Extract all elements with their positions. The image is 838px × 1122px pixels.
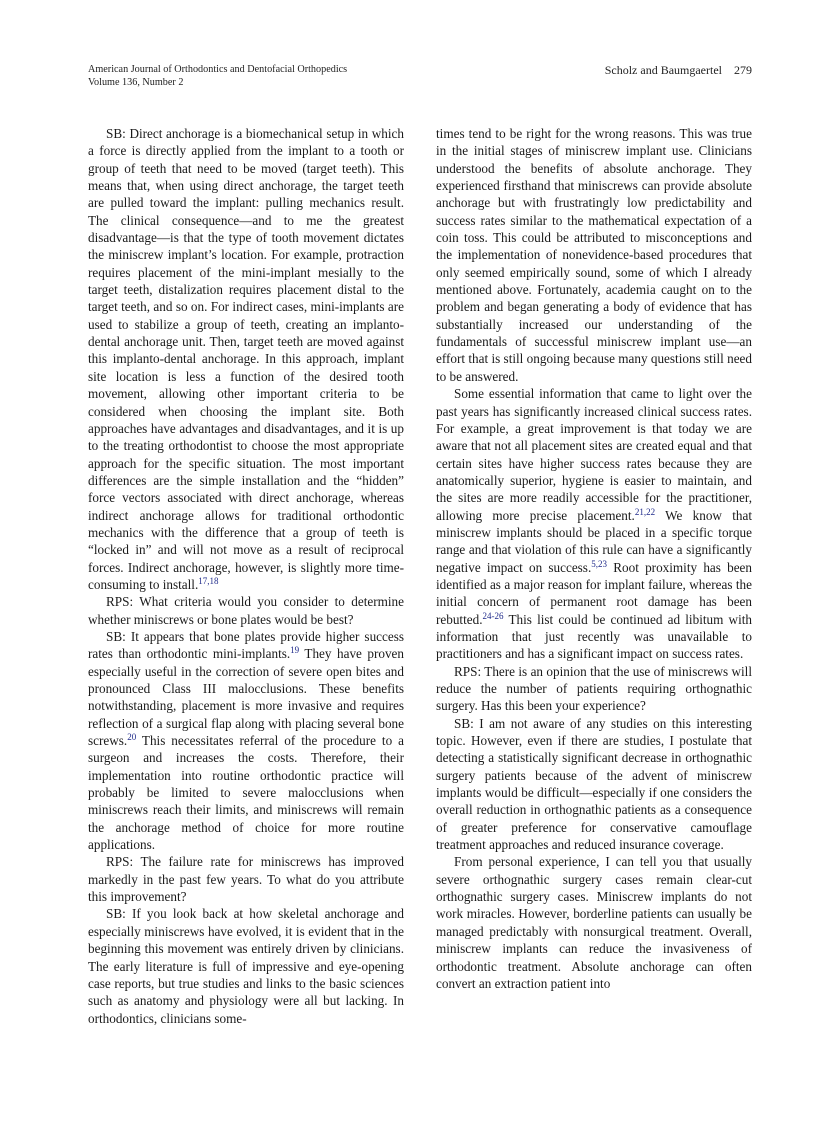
page-number: 279 bbox=[734, 63, 752, 77]
citation-link[interactable]: 19 bbox=[290, 645, 300, 656]
paragraph-text: times tend to be right for the wrong reasons. This was true in the initial stages of miniscrew implant use. Clinicians understood the benefits of absolute anchorage. They experienced firsthand that miniscrews can provide absolute anchorage but with frustratingly low predictability and success rates similar to the mathematical expectation of a coin toss. This could be attributed to misconceptions and the implementation of nonevidence-based procedures that only seemed empirically sound, some of which I already mentioned above. Fortunately, academia caught on to the problem and began generating a body of evidence that has substantially increased our understanding of the fundamentals of successful miniscrew implant use—an effort that is still ongoing because many questions still need to be answered. bbox=[436, 126, 752, 384]
citation-link[interactable]: 5,23 bbox=[591, 558, 607, 569]
paragraph-text: This necessitates referral of the procedure to a surgeon and increases the costs. Therefore, their implementation into routine orthodontic practice will probably be limited to severe malocclusions when miniscrews reach their limits, and miniscrews will remain the anchorage method of choice for more routine applications. bbox=[88, 733, 404, 853]
paragraph-text: RPS: The failure rate for miniscrews has improved markedly in the past few years. To what do you attribute this improvement? bbox=[88, 854, 404, 905]
paragraph-text: From personal experience, I can tell you that usually severe orthognathic surgery cases remain clear-cut orthognathic surgery cases. Miniscrew implants do not work miracles. However, borderline patients can usually be managed predictably with nonsurgical treatment. Overall, miniscrew implants can reduce the invasiveness of orthodontic treatment. Absolute anchorage can often convert an extraction patient into bbox=[436, 854, 752, 991]
paragraph-text: This list could be continued ad libitum with information that just recently was unavailable to practitioners and has a significant impact on success rates. bbox=[436, 611, 752, 662]
paragraph-text: We know that miniscrew implants should be placed in a specific torque range and that violation of this rule can have a significantly negative impact on success. bbox=[436, 507, 752, 575]
journal-title: American Journal of Orthodontics and Dentofacial Orthopedics bbox=[88, 64, 348, 75]
paragraph-text: SB: Direct anchorage is a biomechanical setup in which a force is directly applied from the implant to a tooth or group of teeth that need to be moved (target teeth). This means that, when using direct anchorage, the target teeth are pulled toward the implant: pulling mechanics result. The clinical consequence—and to me the greatest disadvantage—is that the type of tooth movement dictates the miniscrew implant’s location. For example, protraction requires placement of the mini-implant mesially to the target teeth, distalization requires placement distal to the target teeth, and so on. For indirect cases, mini-implants are used to stabilize a group of teeth, creating an implanto-dental anchorage unit. Then, target teeth are moved against this implanto-dental anchorage. In this approach, implant site location is less a function of the desired tooth movement, allowing other important criteria to be considered when choosing the implant site. Both approaches have advantages and disadvantages, and it is up to the treating orthodontist to choose the most appropriate approach for the specific situation. The most important differences are the simple installation and the “hidden” force vectors associated with direct anchorage, whereas indirect anchorage allows for traditional orthodontic mechanics with the difference that a group of teeth is “locked in” and will not move as a result of reciprocal forces. Indirect anchorage, however, is slightly more time-consuming to install. bbox=[88, 126, 404, 592]
paragraph bbox=[436, 663, 752, 715]
paragraph bbox=[88, 905, 404, 1026]
paragraph bbox=[88, 628, 404, 853]
paragraph bbox=[436, 853, 752, 992]
paragraph bbox=[88, 125, 404, 593]
paragraph bbox=[436, 715, 752, 854]
paragraph-text: Root proximity has been identified as a major reason for implant failure, whereas the initial concern of permanent root damage has been rebutted. bbox=[436, 559, 753, 627]
citation-link[interactable]: 20 bbox=[127, 732, 137, 743]
citation-link[interactable]: 21,22 bbox=[634, 506, 656, 517]
paragraph-text: They have proven especially useful in the correction of severe open bites and pronounced Class III malocclusions. These benefits notwithstanding, placement is more invasive and requires reflection of a surgical flap along with placing several bone screws. bbox=[88, 646, 404, 749]
journal-volume: Volume 136, Number 2 bbox=[88, 77, 184, 88]
right-column bbox=[436, 125, 752, 992]
journal-info bbox=[88, 63, 347, 89]
paragraph-text: RPS: There is an opinion that the use of miniscrews will reduce the number of patients requiring orthognathic surgery. Has this been your experience? bbox=[436, 663, 752, 714]
paragraph-text: RPS: What criteria would you consider to determine whether miniscrews or bone plates would be best? bbox=[88, 594, 404, 627]
paragraph-text: SB: I am not aware of any studies on this interesting topic. However, even if there are studies, I postulate that detecting a statistically significant decrease in orthognathic surgery patients because of the advent of miniscrew implants would be difficult—especially if one considers the overall reduction in orthognathic patients as a consequence of greater preference for conservative camouflage treatment approaches and reduced insurance coverage. bbox=[436, 715, 752, 853]
paragraph-text: SB: If you look back at how skeletal anchorage and especially miniscrews have evolved, it is evident that in the beginning this movement was entirely driven by clinicians. The early literature is full of impressive and eye-opening case reports, but true studies and links to the basic sciences such as anatomy and physiology were all but lacking. In orthodontics, clinicians some- bbox=[88, 906, 404, 1026]
author-page bbox=[605, 63, 752, 77]
citation-link[interactable]: 17,18 bbox=[198, 575, 219, 586]
paragraph bbox=[88, 593, 404, 628]
running-authors: Scholz and Baumgaertel bbox=[604, 63, 722, 77]
paragraph bbox=[436, 125, 752, 385]
left-column bbox=[88, 125, 404, 1027]
paragraph bbox=[436, 385, 752, 663]
paragraph-text: Some essential information that came to light over the past years has significantly increased clinical success rates. For example, a great improvement is that today we are aware that not all placement sites are created equal and that certain sites have higher success rates because they are anatomically superior, hygiene is easier to maintain, and the sites are more readily accessible for the practitioner, allowing more precise placement. bbox=[436, 386, 752, 523]
paragraph bbox=[88, 853, 404, 905]
citation-link[interactable]: 24-26 bbox=[482, 610, 504, 621]
paragraph-text: SB: It appears that bone plates provide higher success rates than orthodontic mini-implants. bbox=[88, 628, 404, 662]
